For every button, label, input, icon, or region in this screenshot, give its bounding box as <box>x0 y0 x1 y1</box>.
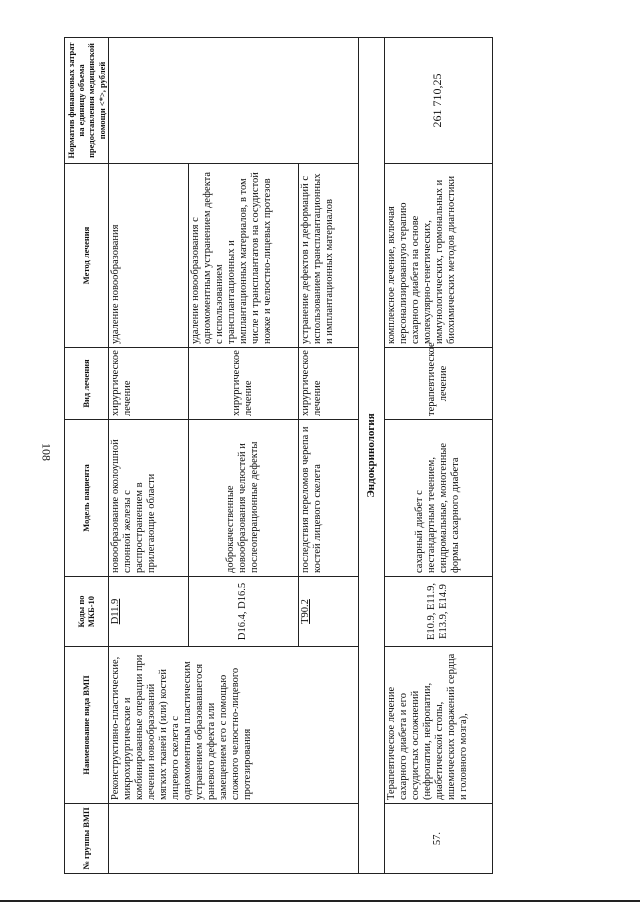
vmp-table <box>64 38 492 874</box>
header-codes: Коды по МКБ-10 <box>65 577 109 647</box>
header-type: Вид лечения <box>65 348 109 420</box>
row1-model-1: новообразование околоушной слюнной железы с распространением в прилегающие области <box>108 420 188 577</box>
section-heading: Эндокринология <box>358 38 384 874</box>
scan-edge-line <box>0 900 640 902</box>
header-method: Метод лечения <box>65 164 109 348</box>
row1-model-2: доброкачественные новообразования челюстей и послеоперационные дефекты <box>188 420 298 577</box>
icd-code: D11.9 <box>109 598 121 625</box>
row1-method-2: удаление новообразования с одномоментным устранением дефекта с использованием трансплантационных и имплантационных материалов, в том числе и трансплантатов на сосудистой ножке и челюстно-лицевых протезов <box>188 164 298 348</box>
row1-method-1: удаление новообразования <box>108 164 188 348</box>
header-group: № группы ВМП <box>65 804 109 874</box>
row1-type-3: хирургическое лечение <box>298 348 358 420</box>
section-row <box>358 38 384 874</box>
header-name: Наименование вида ВМП <box>65 647 109 804</box>
header-norm: Норматив финансовых затрат на единицу объема предоставления медицинской помощи <*>, рублей <box>65 38 109 164</box>
row1-name: Реконструктивно-пластические, микрохирургические и комбинированные операции при лечении новообразований мягких тканей и (или) костей лицевого скелета с одномоментным пластическим устранением образовавшегося раневого дефекта или замещением его с помощью сложного челюстно-лицевого протезирования <box>108 647 358 804</box>
row2-name: Терапевтическое лечение сахарного диабета и его сосудистых осложнений (нефропатии, нейропатии, диабетической стопы, ишемических поражений сердца и головного мозга), <box>384 647 492 804</box>
row2-norm: 261 710,25 <box>384 38 492 164</box>
row2-group: 57. <box>384 804 492 874</box>
row2-code: E10.9, E11.9, E13.9, E14.9 <box>384 577 492 647</box>
row1-model-3: последствия переломов черепа и костей лицевого скелета <box>298 420 358 577</box>
icd-code: T90.2 <box>299 599 311 624</box>
row2-model: сахарный диабет с нестандартным течением, синдромальные, моногенные формы сахарного диабета <box>384 420 492 577</box>
table-row <box>108 38 188 874</box>
header-model: Модель пациента <box>65 420 109 577</box>
row1-group <box>108 804 358 874</box>
row1-code-2: D16.4, D16.5 <box>188 577 298 647</box>
row1-type-1: хирургическое лечение <box>108 348 188 420</box>
row1-type-2: хирургическое лечение <box>188 348 298 420</box>
row2-method: комплексное лечение, включая персонализированную терапию сахарного диабета на основе молекулярно-генетических, иммунологических, гормональных и биохимических методов диагностики <box>384 164 492 348</box>
row2-type: терапевтическое лечение <box>384 348 492 420</box>
header-row <box>65 38 109 874</box>
table-row <box>384 38 492 874</box>
row1-code-1 <box>108 577 188 647</box>
page-number: 108 <box>39 443 54 461</box>
row1-norm <box>108 38 358 164</box>
row1-code-3 <box>298 577 358 647</box>
row1-method-3: устранение дефектов и деформаций с использованием трансплантационных и имплантационных материалов <box>298 164 358 348</box>
